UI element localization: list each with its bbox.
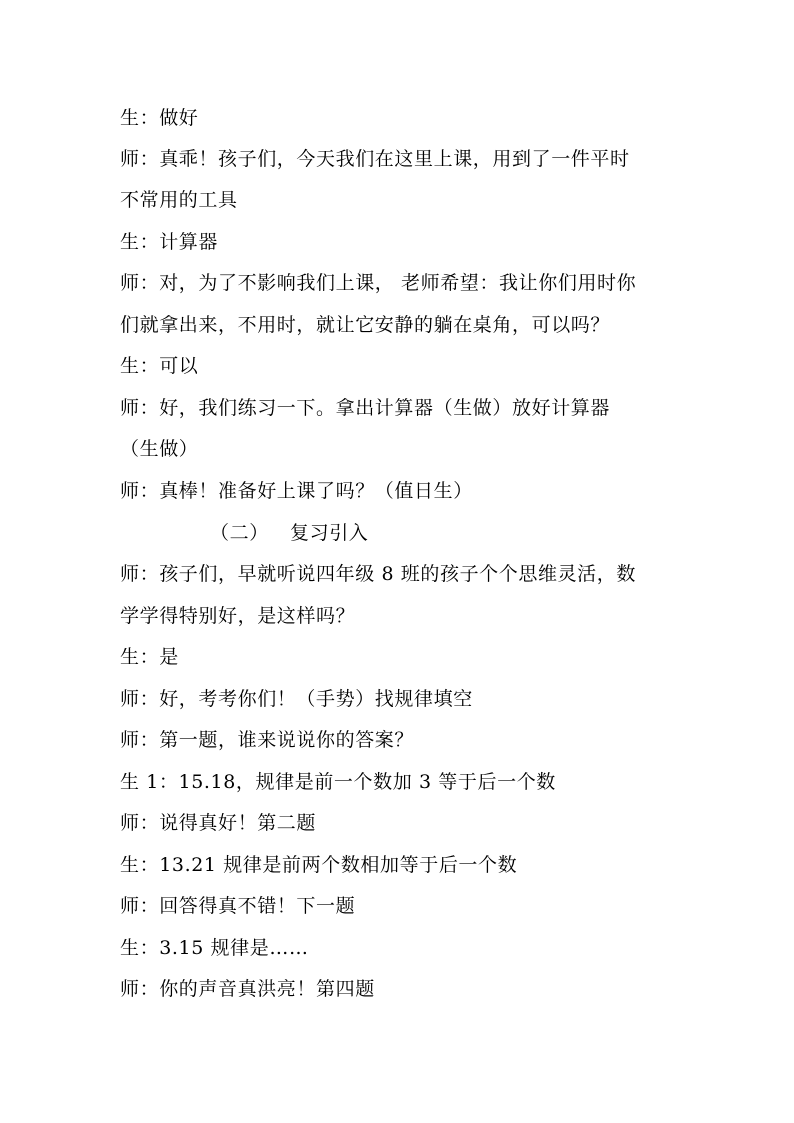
section-heading — [210, 521, 770, 545]
dialogue-line: 师：好，我们练习一下。拿出计算器（生做）放好计算器 — [120, 397, 611, 419]
dialogue-line: 生 1：15.18，规律是前一个数加 3 等于后一个数 — [120, 771, 556, 793]
dialogue-line: 师：说得真好！第二题 — [120, 812, 317, 834]
dialogue-line: 师：对，为了不影响我们上课， 老师希望：我让你们用时你 — [120, 272, 637, 294]
dialogue-line: 师：孩子们，早就听说四年级 8 班的孩子个个思维灵活，数 — [120, 563, 636, 585]
dialogue-line: （生做） — [120, 438, 199, 460]
dialogue-line: 师：回答得真不错！下一题 — [120, 895, 356, 917]
dialogue-line: 师：真乖！孩子们，今天我们在这里上课，用到了一件平时 — [120, 148, 630, 170]
dialogue-line: 生：做好 — [120, 107, 199, 129]
dialogue-line: 生：13.21 规律是前两个数相加等于后一个数 — [120, 854, 518, 876]
dialogue-line: 师：真棒！准备好上课了吗？（值日生） — [120, 480, 473, 502]
section-title: 复习引入 — [290, 522, 369, 544]
dialogue-line: 师：好，考考你们！（手势）找规律填空 — [120, 688, 473, 710]
dialogue-line: 生：计算器 — [120, 231, 219, 253]
section-number: （二） — [210, 522, 269, 544]
dialogue-line: 师：第一题，谁来说说你的答案？ — [120, 729, 415, 751]
dialogue-line: 学学得特别好，是这样吗？ — [120, 605, 356, 627]
dialogue-line: 不常用的工具 — [120, 189, 238, 211]
dialogue-line: 师：你的声音真洪亮！第四题 — [120, 978, 375, 1000]
dialogue-line: 们就拿出来，不用时，就让它安静的躺在桌角，可以吗？ — [120, 314, 611, 336]
dialogue-line: 生：是 — [120, 646, 179, 668]
dialogue-line: 生：3.15 规律是…… — [120, 937, 309, 959]
dialogue-line: 生：可以 — [120, 355, 199, 377]
